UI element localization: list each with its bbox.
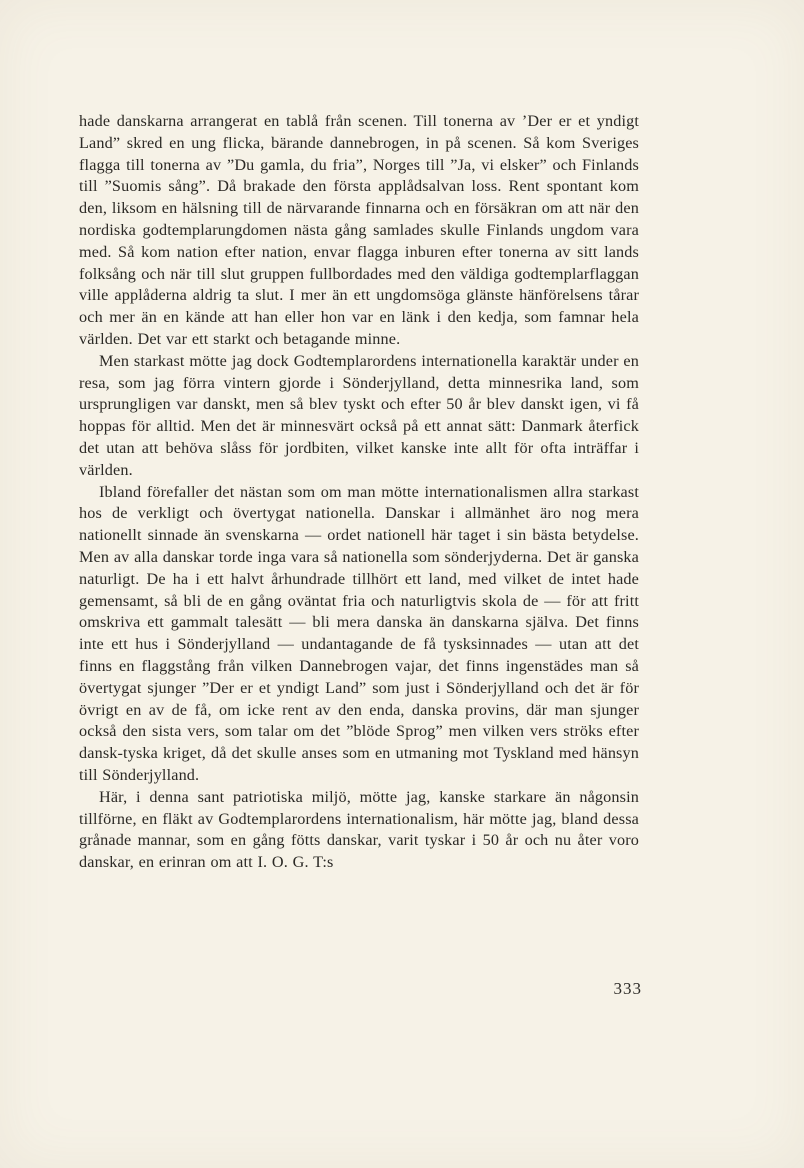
paragraph-2: Men starkast mötte jag dock Godtemplarordens internationella karaktär under en resa, som jag förra vintern gjorde i Sönderjylland, detta minnesrika land, som ursprungligen var danskt, men så blev tyskt och efter 50 år blev danskt igen, vi få hoppas för alltid. Men det är minnesvärt också på ett annat sätt: Danmark återfick det utan att behöva slåss för jordbiten, vilket kanske inte allt för ofta inträffar i världen. [79, 351, 639, 479]
paragraph-1: hade danskarna arrangerat en tablå från scenen. Till tonerna av ’Der er et yndigt Land” skred en ung flicka, bärande dannebrogen, in på scenen. Så kom Sveriges flagga till tonerna av ”Du gamla, du fria”, Norges till ”Ja, vi elsker” och Finlands till ”Suomis sång”. Då brakade den första applådsalvan loss. Rent spontant kom den, liksom en hälsning till de närvarande finnarna och en försäkran om att när den nordiska godtemplarungdomen nästa gång samlades skulle Finlands ungdom vara med. Så kom nation efter nation, envar flagga inburen efter tonerna av sitt lands folksång och när till slut gruppen fullbordades med den väldiga godtemplarflaggan ville applåderna aldrig ta slut. I mer än ett ungdomsöga glänste hänförelsens tårar och mer än en kände att han eller hon var en länk i den kedja, som famnar hela världen. Det var ett starkt och betagande minne. [79, 112, 639, 348]
paragraph-3: Ibland förefaller det nästan som om man mötte internationalismen allra starkast hos de verkligt och övertygat nationella. Danskar i allmänhet äro nog mera nationellt sinnade än svenskarna — ordet nationell här taget i sin bästa betydelse. Men av alla danskar torde inga vara så nationella som sönderjyderna. Det är ganska naturligt. De ha i ett halvt århundrade tillhört ett land, med vilket de intet hade gemensamt, så bli de en gång oväntat fria och naturligtvis skola de — för att fritt omskriva ett gammalt talesätt — bli mera danska än danskarna själva. Det finns inte ett hus i Sönderjylland — undantagande de få tysksinnades — utan att det finns en flaggstång från vilken Dannebrogen vajar, det finns ingenstädes man så övertygat sjunger ”Der er et yndigt Land” som just i Sönderjylland och det är för övrigt en av de få, om icke rent av den enda, danska provins, där man sjunger också den sista vers, som talar om det ”blöde Sprog” men vilken vers ströks efter dansk-tyska kriget, då det skulle anses som en utmaning mot Tyskland med hänsyn till Sönderjylland. [79, 482, 639, 784]
paragraph-4: Här, i denna sant patriotiska miljö, mötte jag, kanske starkare än någonsin tillförne, en fläkt av Godtemplarordens internationalism, här mötte jag, bland dessa grånade mannar, som en gång fötts danskar, varit tyskar i 50 år och nu åter voro danskar, en erinran om att I. O. G. T:s [79, 787, 639, 872]
page-number: 333 [613, 979, 642, 998]
body-text [79, 111, 639, 874]
